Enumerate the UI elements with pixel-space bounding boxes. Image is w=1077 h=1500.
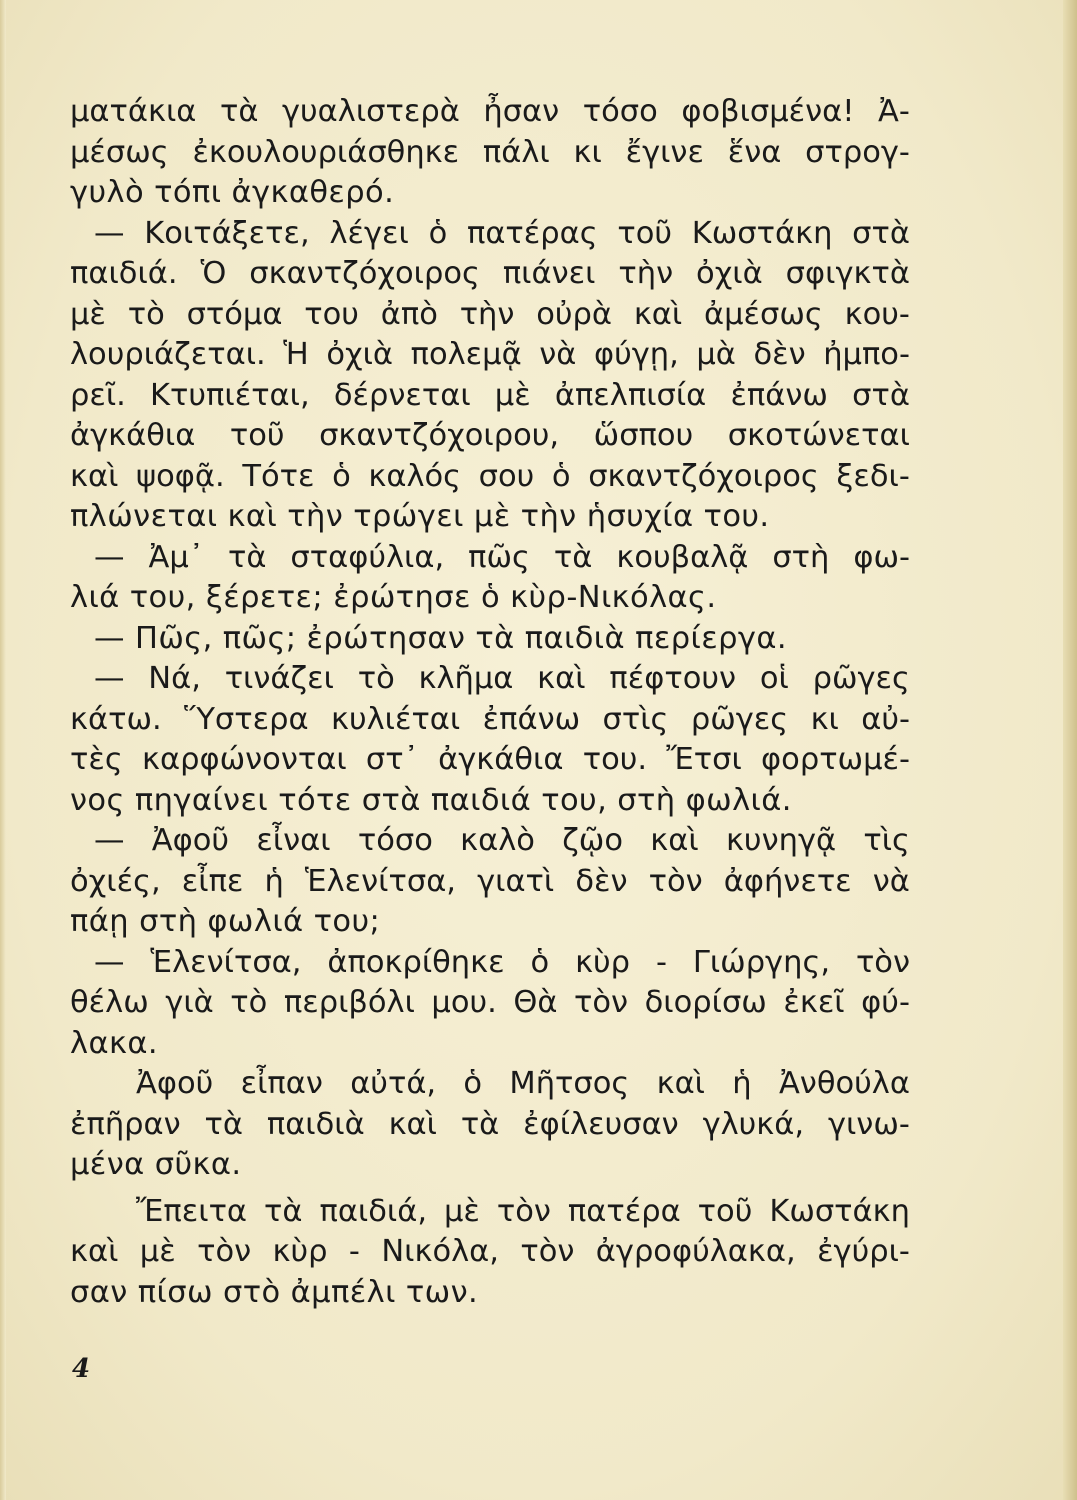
body-text — [70, 92, 910, 1313]
word: Ὁ — [200, 256, 227, 291]
word: πατέρας — [466, 215, 598, 251]
word: ζῷο — [562, 823, 624, 858]
text-line — [70, 740, 910, 781]
word: καὶ — [70, 1234, 119, 1269]
text-line — [70, 1024, 910, 1065]
text-line — [70, 943, 910, 984]
word: τὶς — [863, 823, 910, 858]
word: Ἀ- — [878, 94, 910, 129]
word: ἀπὸ — [380, 296, 438, 332]
word: φοβισμένα! — [681, 94, 855, 129]
word: τὸν — [197, 1234, 252, 1269]
word: θέλω — [70, 985, 149, 1020]
text-line — [70, 902, 910, 943]
word: στρογ- — [805, 134, 910, 170]
word: σφιγκτὰ — [785, 256, 910, 291]
word: ἡ — [732, 1066, 752, 1101]
text-line-content: λιά του, ξέρετε; ἐρώτησε ὁ κὺρ-Νικόλας. — [70, 580, 717, 615]
word: αὐ- — [861, 701, 910, 737]
word: Ἀφοῦ — [151, 823, 230, 858]
text-line — [70, 254, 910, 295]
word: Ἔτσι — [666, 742, 742, 777]
word: του. — [582, 742, 648, 777]
word: τοῦ — [697, 1193, 753, 1229]
word: Μῆτσος — [509, 1066, 630, 1101]
text-line-content: πάῃ στὴ φωλιά του; — [70, 904, 381, 939]
word: σκαντζόχοιρου, — [319, 418, 560, 453]
word: μὲ — [494, 377, 531, 413]
text-line — [70, 578, 910, 619]
word: ἐπάνω — [482, 701, 581, 737]
word: τὸν — [520, 1234, 575, 1269]
word: ἀποκρίθηκε — [327, 944, 505, 980]
word: κου- — [844, 296, 910, 332]
text-line — [70, 133, 910, 174]
text-line-content: — Πῶς, πῶς; ἐρώτησαν τὰ παιδιὰ περίεργα. — [94, 620, 787, 656]
word: καὶ — [633, 296, 683, 332]
word: ἦσαν — [483, 94, 560, 129]
word: Ἀμ᾿ — [148, 539, 204, 575]
word: - — [655, 944, 667, 980]
word: τοῦ — [617, 215, 673, 251]
word: στὶς — [602, 701, 669, 737]
word: οἱ — [759, 661, 789, 696]
text-line — [70, 700, 910, 741]
word: μὲ — [70, 296, 106, 332]
word: ἐπάνω — [730, 377, 828, 413]
word: λέγει — [329, 215, 409, 251]
word: καὶ — [650, 823, 699, 858]
page-number: 4 — [72, 1354, 91, 1384]
text-line — [70, 1064, 910, 1105]
word: λουριάζεται. — [70, 337, 266, 372]
word: τοῦ — [229, 418, 285, 453]
word: τὰ — [204, 1106, 243, 1142]
word: ὁ — [332, 458, 351, 494]
word: γλυκά, — [702, 1106, 805, 1142]
word: τὰ — [264, 1193, 303, 1229]
word: σταφύλια, — [290, 539, 445, 575]
word: πάλι — [482, 134, 550, 170]
page-right-edge — [1063, 0, 1077, 1500]
word: κυνηγᾷ — [725, 823, 837, 858]
word: τὰ — [219, 94, 259, 129]
word: Κωστάκη — [691, 215, 833, 251]
word: τὸ — [127, 296, 165, 332]
word: μου. — [431, 985, 497, 1020]
word: ὥσπου — [593, 418, 694, 453]
word: ἐκουλουριάσθηκε — [192, 134, 460, 170]
word: Κτυπιέται, — [150, 377, 310, 413]
word: ὀχιὰ — [696, 256, 763, 291]
word: πιάνει — [502, 256, 596, 291]
text-line — [70, 457, 910, 498]
word: ὁ — [428, 215, 448, 251]
word: κυλιέται — [330, 701, 461, 737]
word: ρεῖ. — [70, 377, 126, 413]
word: καλὸ — [460, 823, 535, 858]
text-line — [70, 1105, 910, 1146]
word: — — [94, 823, 125, 858]
word: ἕνα — [727, 134, 782, 170]
word: τὰ — [553, 539, 593, 575]
text-line-content: σαν πίσω στὸ ἀμπέλι των. — [70, 1274, 479, 1310]
word: ματάκια — [70, 94, 197, 129]
word: ἡ — [264, 863, 284, 899]
word: ἔγινε — [625, 134, 704, 170]
text-line-content: μένα σῦκα. — [70, 1147, 242, 1182]
text-line — [70, 497, 910, 538]
text-line — [70, 1145, 910, 1186]
word: γιὰ — [165, 985, 214, 1020]
word: τὸν — [496, 1193, 551, 1229]
word: πῶς — [468, 539, 530, 575]
word: στὰ — [852, 377, 910, 413]
word: ἀμέσως — [704, 296, 823, 332]
word: ὁ — [463, 1066, 483, 1101]
text-line — [70, 983, 910, 1024]
text-line — [70, 173, 910, 214]
word: ὀχιές, — [70, 863, 161, 899]
text-line — [70, 619, 910, 660]
word: τόσο — [357, 823, 433, 858]
word: στὰ — [852, 215, 910, 251]
word: Ἀφοῦ — [136, 1066, 214, 1101]
word: δὲν — [753, 337, 806, 372]
text-line — [70, 335, 910, 376]
text-line — [70, 92, 910, 133]
word: τὸν — [574, 985, 629, 1020]
word: εἶπε — [181, 863, 244, 899]
word: ὁ — [530, 944, 550, 980]
word: τὰ — [460, 1106, 500, 1142]
word: νὰ — [872, 863, 910, 899]
word: σκαντζόχοιρος — [588, 458, 819, 494]
word: — — [94, 661, 125, 696]
word: Ἀνθούλα — [778, 1066, 910, 1101]
word: κι — [573, 134, 602, 170]
word: Ἔπειτα — [136, 1193, 248, 1229]
text-line — [70, 1273, 910, 1314]
word: καὶ — [388, 1106, 437, 1142]
word: — — [94, 944, 125, 980]
word: σου — [478, 458, 535, 494]
word: Νικόλα, — [381, 1234, 499, 1269]
word: ρῶγες — [812, 661, 910, 696]
text-line — [70, 781, 910, 822]
word: ἀγκάθια — [70, 418, 196, 453]
word: στὴ — [772, 539, 830, 575]
text-line — [70, 214, 910, 255]
word: Κωστάκη — [769, 1193, 910, 1229]
text-line — [70, 538, 910, 579]
word: ἐπῆραν — [70, 1106, 181, 1142]
word: Θὰ — [513, 985, 558, 1020]
word: εἶναι — [256, 823, 331, 858]
word: τὸν — [855, 944, 910, 980]
text-line-content: γυλὸ τόπι ἀγκαθερό. — [70, 175, 395, 210]
word: πατέρα — [567, 1193, 681, 1229]
text-line-content: νος πηγαίνει τότε στὰ παιδιά του, στὴ φωλιά. — [70, 782, 792, 818]
word: τὲς — [70, 742, 123, 777]
word: στόμα — [186, 296, 283, 332]
word: — — [94, 215, 125, 251]
word: Νά, — [148, 661, 201, 696]
word: τόσο — [582, 94, 658, 129]
word: Κοιτάξετε, — [144, 215, 310, 251]
word: μὲ — [139, 1234, 176, 1269]
word: ἀπελπισία — [554, 377, 707, 413]
word: Γιώργης, — [692, 944, 831, 980]
word: ἐκεῖ — [783, 985, 845, 1020]
page-left-edge — [0, 0, 6, 1500]
word: παιδιά, — [319, 1193, 428, 1229]
word: νὰ — [539, 337, 577, 372]
text-line — [70, 1232, 910, 1273]
text-line — [70, 376, 910, 417]
word: ἀγροφύλακα, — [595, 1234, 796, 1269]
word: φω- — [853, 539, 910, 575]
word: Ἑλενίτσα, — [150, 944, 302, 980]
word: ψοφᾷ. — [136, 458, 225, 494]
word: καὶ — [537, 661, 586, 696]
word: καλός — [368, 458, 462, 494]
word: δέρνεται — [333, 377, 471, 413]
text-line — [70, 659, 910, 700]
text-line — [70, 821, 910, 862]
word: κάτω. — [70, 701, 162, 737]
word: περιβόλι — [283, 985, 415, 1020]
word: ξεδι- — [836, 458, 910, 494]
word: τὰ — [227, 539, 267, 575]
word: φορτωμέ- — [761, 742, 910, 777]
word: - — [348, 1234, 360, 1269]
word: ἠμπο- — [823, 337, 910, 372]
word: Ἑλενίτσα, — [304, 863, 456, 899]
word: Ὕστερα — [184, 701, 309, 737]
word: γιατὶ — [477, 863, 555, 899]
word: κι — [810, 701, 839, 737]
word: ὀχιὰ — [326, 337, 394, 372]
word: τὸ — [230, 985, 268, 1020]
word: παιδιά. — [70, 256, 178, 291]
text-line — [70, 416, 910, 457]
word: του — [304, 296, 359, 332]
word: καὶ — [70, 458, 119, 494]
word: πέφτουν — [609, 661, 737, 696]
word: μὰ — [696, 337, 736, 372]
text-line — [70, 295, 910, 336]
word: δὲν — [575, 863, 628, 899]
word: φύ- — [861, 985, 910, 1020]
word: καὶ — [656, 1066, 705, 1101]
text-line-content: λακα. — [70, 1025, 158, 1061]
word: ὁ — [551, 458, 571, 494]
word: παιδιὰ — [266, 1106, 365, 1142]
word: τὴν — [618, 256, 674, 291]
word: αὐτά, — [350, 1066, 437, 1101]
text-line-content: πλώνεται καὶ τὴν τρώγει μὲ τὴν ἡσυχία του. — [70, 499, 770, 534]
word: τὸ — [357, 661, 395, 696]
word: τινάζει — [224, 661, 334, 696]
word: σκοτώνεται — [727, 418, 910, 453]
word: κὺρ — [575, 944, 631, 980]
word: ἀγκάθια — [438, 742, 564, 777]
word: κὺρ — [272, 1234, 328, 1269]
word: φύγῃ, — [593, 337, 679, 372]
word: οὐρὰ — [536, 296, 613, 332]
text-line — [70, 862, 910, 903]
word: τὸν — [648, 863, 703, 899]
word: — — [94, 539, 125, 575]
word: Ἡ — [283, 337, 309, 372]
word: μέσως — [70, 134, 169, 170]
word: ρῶγες — [690, 701, 789, 737]
word: σκαντζόχοιρος — [249, 256, 480, 291]
word: τὴν — [459, 296, 515, 332]
word: ἀφήνετε — [723, 863, 852, 899]
word: καρφώνονται — [142, 742, 347, 777]
word: εἶπαν — [240, 1066, 323, 1101]
word: κλῆμα — [418, 661, 514, 696]
word: γινω- — [827, 1106, 910, 1142]
word: ἐφίλευσαν — [523, 1106, 679, 1142]
word: μὲ — [444, 1193, 480, 1229]
word: στ᾿ — [365, 742, 419, 777]
word: ἐγύρι- — [817, 1234, 910, 1269]
word: διορίσω — [644, 985, 767, 1020]
word: πολεμᾷ — [410, 337, 522, 372]
word: γυαλιστερὰ — [281, 94, 460, 129]
word: Τότε — [242, 458, 315, 494]
word: κουβαλᾷ — [616, 539, 749, 575]
text-line — [70, 1192, 910, 1233]
